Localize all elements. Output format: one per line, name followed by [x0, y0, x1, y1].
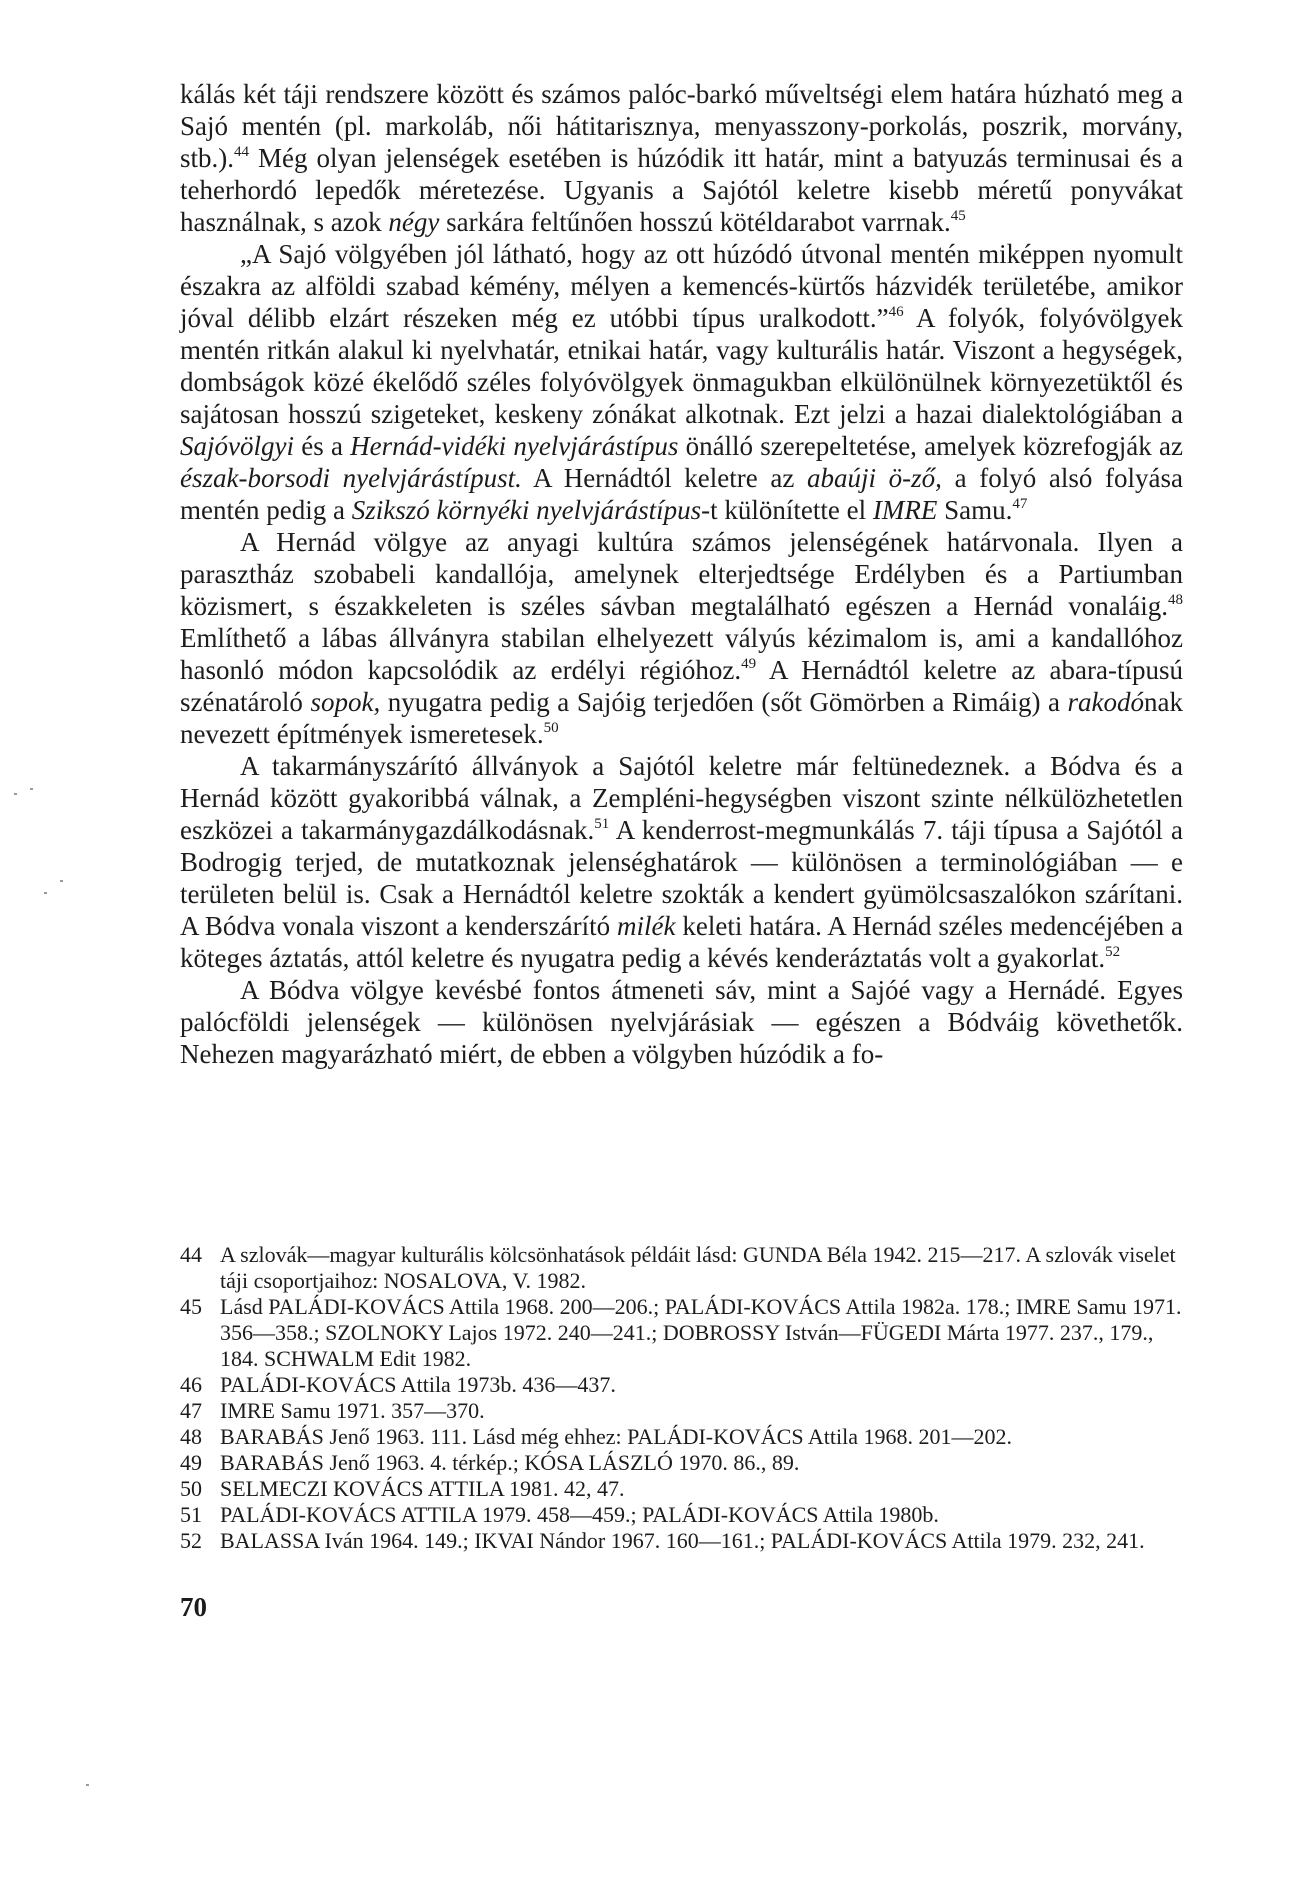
- text-run: -t különítette el: [701, 495, 873, 525]
- text-run: A Bódva völgye kevésbé fontos átmeneti sáv, mint a Sajóé vagy a Hernádé. Egyes palócföldi jelenségek — különösen nyelvjárásiak — egészen a Bódváig követhetők. Nehezen magyarázható miért, de ebben a völgyben húzódik a fo-: [180, 975, 1183, 1069]
- footnote-text: SELMECZI KOVÁCS ATTILA 1981. 42, 47.: [220, 1476, 625, 1501]
- footnote: [180, 1502, 1183, 1528]
- footnote: [180, 1242, 1183, 1294]
- scan-speck: [14, 793, 17, 795]
- footnote: [180, 1528, 1183, 1554]
- footnote-ref: 52: [1105, 944, 1121, 960]
- italic-term: Hernád-vidéki nyelvjárástípus: [350, 431, 679, 461]
- italic-term: Szikszó környéki nyelvjárástípus: [351, 495, 702, 525]
- footnote-number: 45: [180, 1294, 202, 1319]
- paragraph: [180, 974, 1183, 1070]
- scan-speck: [86, 1784, 89, 1786]
- footnote-number: 44: [180, 1242, 202, 1267]
- footnote-text: PALÁDI-KOVÁCS ATTILA 1979. 458—459.; PALÁDI-KOVÁCS Attila 1980b.: [220, 1502, 939, 1527]
- italic-term: észak-borsodi nyelvjárástípust.: [180, 463, 522, 493]
- text-run: keleti határa. A Hernád széles medencéjében a köteges áztatás, attól keletre és nyugatra pedig a kévés kenderáztatás volt a gyakorlat.: [180, 911, 1183, 973]
- text-run: A Hernád völgye az anyagi kultúra számos jelenségének határvonala. Ilyen a parasztház szobabeli kandallója, amelynek elterjedtsége Erdélyben és a Partiumban közismert, s északkeleten is széles sávban megtalálható egészen a Hernád vonaláig.: [180, 527, 1183, 621]
- italic-term: rakodó: [1067, 687, 1145, 717]
- italic-term: IMRE: [872, 495, 938, 525]
- paragraph: [180, 78, 1183, 238]
- footnote-text: A szlovák—magyar kulturális kölcsönhatások példáit lásd: GUNDA Béla 1942. 215—217. A szlovák viselet táji csoportjaihoz: NOSALOVA, V. 1982.: [220, 1242, 1176, 1293]
- footnote-text: IMRE Samu 1971. 357—370.: [220, 1398, 485, 1423]
- footnote-number: 50: [180, 1476, 202, 1501]
- text-run: nyugatra pedig a Sajóig terjedően (sőt Gömörben a Rimáig) a: [380, 687, 1068, 717]
- body-text: [180, 78, 1183, 1070]
- footnote-ref: 50: [543, 720, 559, 736]
- italic-term: Sajóvölgyi: [180, 431, 294, 461]
- text-run: a folyó alsó folyása mentén pedig a: [180, 463, 1183, 525]
- text-run: „A Sajó völgyében jól látható, hogy az ott húzódó útvonal mentén miképpen nyomult északra az alföldi szabad kémény, mélyen a kemencés-kürtős házvidék területébe, amikor jóval délibb elzárt részeken még ez utóbbi típus uralkodott.”: [180, 239, 1183, 333]
- text-run: nak nevezett építmények ismeretesek.: [180, 687, 1184, 749]
- scan-speck: [30, 788, 33, 790]
- text-run: A takarmányszárító állványok a Sajótól keletre már feltünedeznek. a Bódva és a Hernád között gyakoribbá válnak, a Zempléni-hegységben viszont szinte nélkülözhetetlen eszközei a takarmánygazdálkodásnak.: [180, 751, 1183, 845]
- footnote-ref: 46: [888, 304, 904, 320]
- footnote-ref: 48: [1168, 592, 1183, 608]
- text-run: sarkára feltűnően hosszú kötéldarabot varrnak.: [439, 207, 951, 237]
- footnotes: [180, 1242, 1183, 1554]
- footnote-number: 49: [180, 1450, 202, 1475]
- paragraph: [180, 238, 1183, 526]
- text-run: A folyók, folyóvölgyek mentén ritkán alakul ki nyelvhatár, etnikai határ, vagy kulturális határ. Viszont a hegységek, dombságok közé ékelődő széles folyóvölgyek önmagukban elkülönülnek környezetüktől és sajátosan hosszú szigeteket, keskeny zónákat alkotnak. Ezt jelzi a hazai dialektológiában a: [180, 303, 1183, 429]
- footnote-text: BARABÁS Jenő 1963. 111. Lásd még ehhez: PALÁDI-KOVÁCS Attila 1968. 201—202.: [220, 1424, 1012, 1449]
- text-run: önálló szerepeltetése, amelyek közrefogják az: [678, 431, 1183, 461]
- footnote-text: BALASSA Iván 1964. 149.; IKVAI Nándor 1967. 160—161.; PALÁDI-KOVÁCS Attila 1979. 232, 241.: [220, 1528, 1145, 1553]
- text-run: Még olyan jelenségek esetében is húzódik itt határ, mint a batyuzás terminusai és a teherhordó lepedők méretezése. Ugyanis a Sajótól keletre kisebb méretű ponyvákat használnak, s azok: [180, 143, 1183, 237]
- italic-term: milék: [617, 911, 676, 941]
- paragraph: [180, 750, 1183, 974]
- footnote-number: 46: [180, 1372, 202, 1397]
- footnote-number: 51: [180, 1502, 202, 1527]
- footnote-number: 52: [180, 1528, 202, 1553]
- scan-speck: [60, 880, 63, 882]
- italic-term: sopok,: [310, 687, 381, 717]
- footnote-ref: 49: [741, 656, 757, 672]
- text-run: A kenderrost-megmunkálás 7. táji típusa a Sajótól a Bodrogig terjed, de mutatkoznak jelenséghatárok — különösen a terminológiában — e területen belül is. Csak a Hernádtól keletre szokták a kendert gyümölcsaszalókon szárítani. A Bódva vonala viszont a kenderszárító: [180, 815, 1183, 941]
- footnote-text: BARABÁS Jenő 1963. 4. térkép.; KÓSA LÁSZLÓ 1970. 86., 89.: [220, 1450, 800, 1475]
- footnote-ref: 51: [594, 816, 610, 832]
- scan-speck: [44, 892, 47, 894]
- page-number: 70: [180, 1592, 207, 1622]
- text-run: A Hernádtól keletre az: [521, 463, 808, 493]
- text-run: A Hernádtól keletre az abara-típusú szénatároló: [180, 655, 1183, 717]
- footnote: [180, 1424, 1183, 1450]
- footnote-ref: 44: [234, 144, 249, 160]
- footnote: [180, 1450, 1183, 1476]
- footnote-text: Lásd PALÁDI-KOVÁCS Attila 1968. 200—206.; PALÁDI-KOVÁCS Attila 1982a. 178.; IMRE Samu 1971. 356—358.; SZOLNOKY Lajos 1972. 240—241.; DOBROSSY István—FÜGEDI Márta 1977. 237., 179., 184. SCHWALM Edit 1982.: [220, 1294, 1182, 1371]
- text-run: Említhető a lábas állványra stabilan elhelyezett vályús kézimalom is, ami a kandallóhoz hasonló módon kapcsolódik az erdélyi régióhoz.: [180, 623, 1183, 685]
- footnote-ref: 45: [950, 208, 966, 224]
- text-run: kálás két táji rendszere között és számos palóc-barkó műveltségi elem határa húzható meg a Sajó mentén (pl. markoláb, női hátitarisznya, menyasszony-porkolás, poszrik, morvány, stb.).: [180, 79, 1183, 173]
- footnote-number: 47: [180, 1398, 202, 1423]
- italic-term: abaúji ö-ző,: [807, 463, 942, 493]
- footnote-ref: 47: [1012, 496, 1028, 512]
- text-run: és a: [293, 431, 351, 461]
- footnote: [180, 1398, 1183, 1424]
- text-run: Samu.: [937, 495, 1013, 525]
- paragraph: [180, 526, 1183, 750]
- footnote-number: 48: [180, 1424, 202, 1449]
- footnote-text: PALÁDI-KOVÁCS Attila 1973b. 436—437.: [220, 1372, 616, 1397]
- footnote: [180, 1294, 1183, 1372]
- italic-term: négy: [388, 207, 440, 237]
- footnote: [180, 1372, 1183, 1398]
- footnote: [180, 1476, 1183, 1502]
